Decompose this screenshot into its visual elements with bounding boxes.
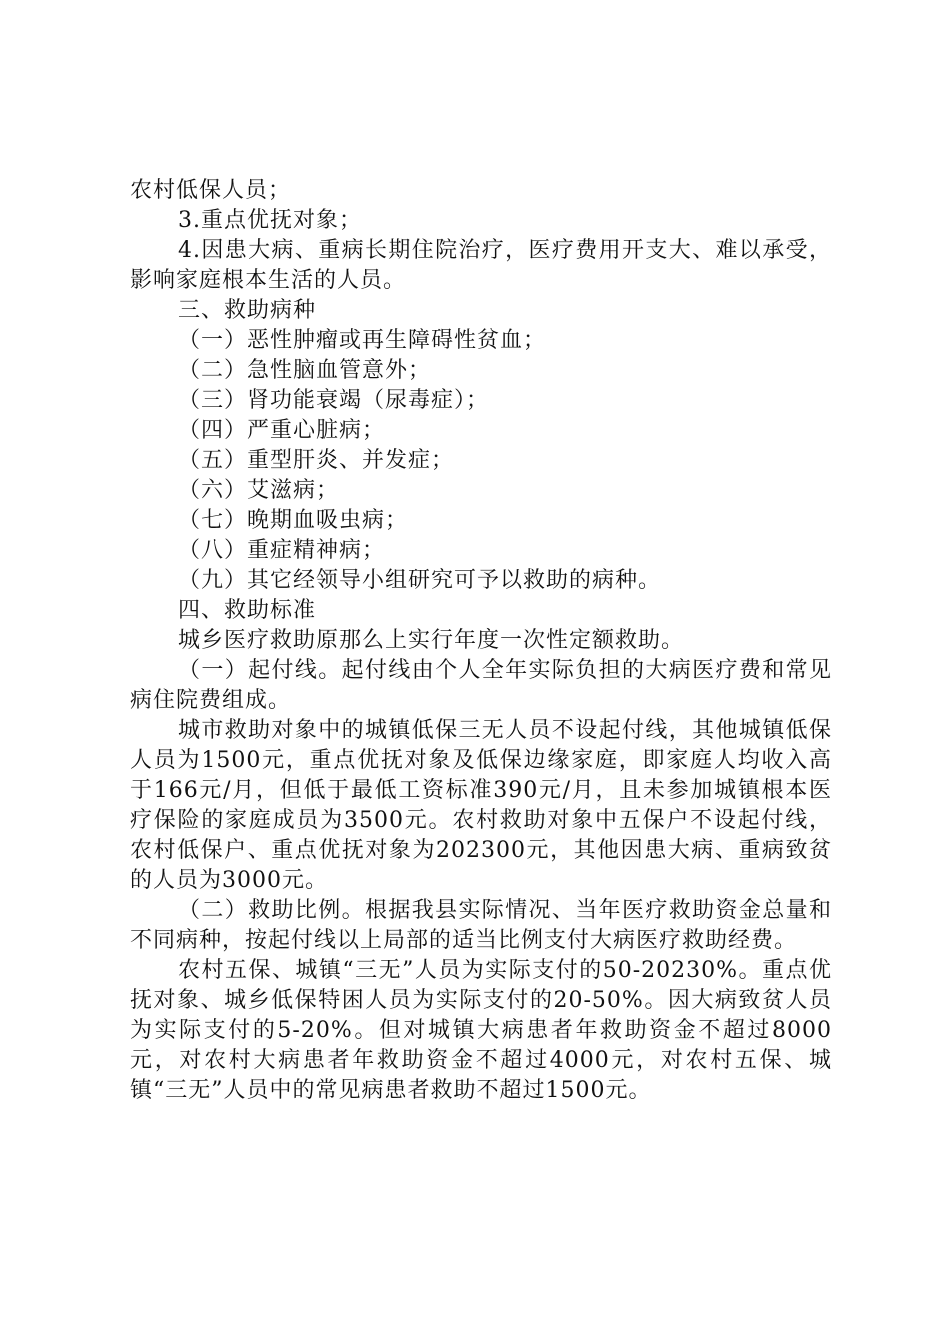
paragraph-threshold: （一）起付线。起付线由个人全年实际负担的大病医疗费和常见病住院费组成。 (130, 658, 832, 713)
disease-item-3: （三）肾功能衰竭（尿毒症）； (178, 388, 490, 413)
disease-item-4: （四）严重心脏病； (178, 418, 386, 443)
section-heading-disease-types: 三、救助病种 (178, 298, 317, 323)
disease-item-7: （七）晚期血吸虫病； (178, 508, 409, 533)
disease-item-9: （九）其它经领导小组研究可予以救助的病种。 (178, 568, 662, 593)
disease-item-5: （五）重型肝炎、并发症； (178, 448, 455, 473)
disease-item-1: （一）恶性肿瘤或再生障碍性贫血； (178, 328, 547, 353)
disease-item-8: （八）重症精神病； (178, 538, 386, 563)
paragraph-item-4: 4.因患大病、重病长期住院治疗，医疗费用开支大、难以承受，影响家庭根本生活的人员。 (130, 238, 832, 293)
paragraph-ratio-details: 农村五保、城镇“三无”人员为实际支付的50-20230%。重点优抚对象、城乡低保特困人员为实际支付的20-50%。因大病致贫人员为实际支付的5-20%。但对城镇大病患者年救助资金不超过8000元，对农村大病患者年救助资金不超过4000元，对农村五保、城镇“三无”人员中的常见病患者救助不超过1500元。 (130, 958, 832, 1103)
disease-item-6: （六）艾滋病； (178, 478, 340, 503)
disease-item-2: （二）急性脑血管意外； (178, 358, 432, 383)
paragraph-item-3: 3.重点优抚对象； (178, 208, 362, 233)
section-heading-standards: 四、救助标准 (178, 598, 317, 623)
paragraph-rural-low-income: 农村低保人员； (130, 178, 292, 203)
paragraph-threshold-details: 城市救助对象中的城镇低保三无人员不设起付线，其他城镇低保人员为1500元，重点优抚对象及低保边缘家庭，即家庭人均收入高于166元/月，但低于最低工资标准390元/月，且未参加城镇根本医疗保险的家庭成员为3500元。农村救助对象中五保户不设起付线，农村低保户、重点优抚对象为202300元，其他因患大病、重病致贫的人员为3000元。 (130, 718, 832, 893)
document-page (130, 176, 832, 1106)
paragraph-standards-intro: 城乡医疗救助原那么上实行年度一次性定额救助。 (178, 628, 685, 653)
paragraph-ratio: （二）救助比例。根据我县实际情况、当年医疗救助资金总量和不同病种，按起付线以上局部的适当比例支付大病医疗救助经费。 (130, 898, 832, 953)
